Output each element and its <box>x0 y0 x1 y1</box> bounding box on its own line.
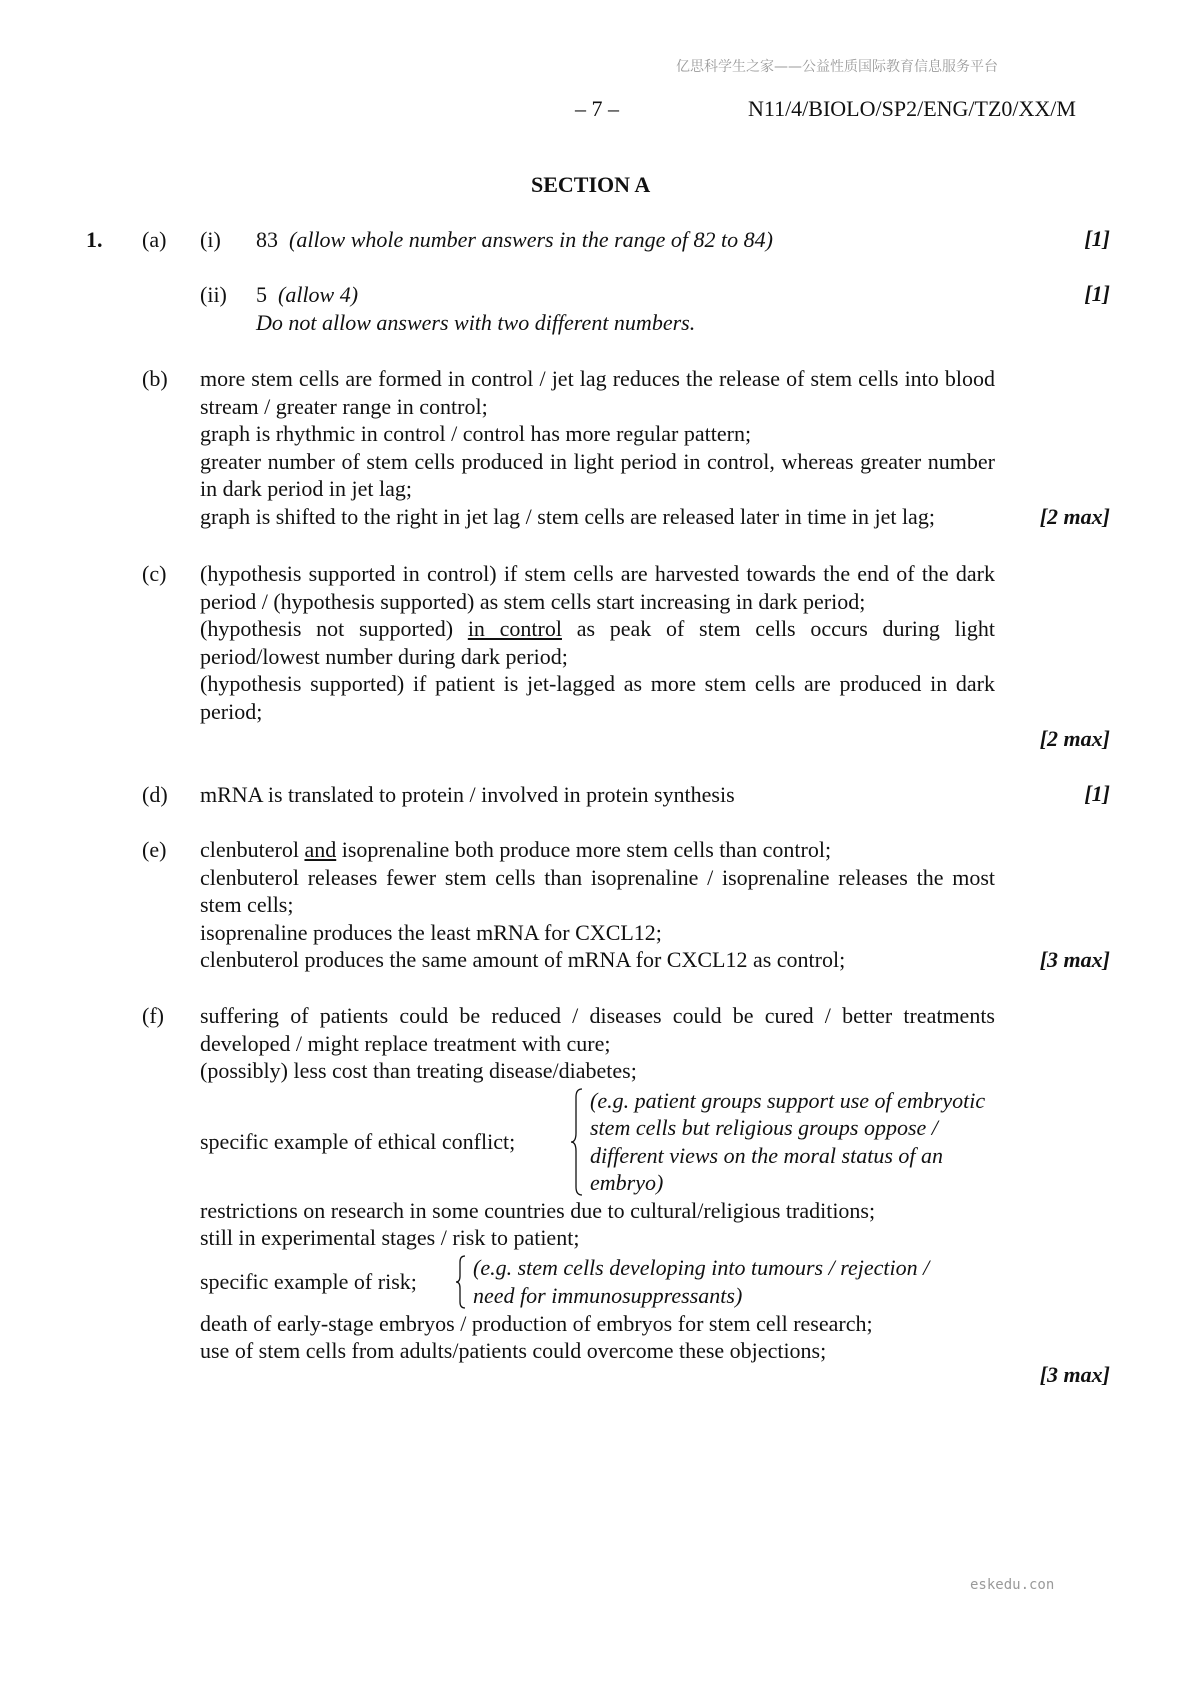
underlined-text: in control <box>467 616 562 641</box>
ethical-conflict-label: specific example of ethical conflict; <box>200 1128 516 1154</box>
ethical-conflict-example: (e.g. patient groups support use of embryotic stem cells but religious groups oppose / different views on the moral status of an embryo) <box>590 1087 986 1195</box>
part-e-label: (e) <box>142 837 167 862</box>
answer-line: (hypothesis supported in control) if stem cells are harvested towards the end of the dark period / (hypothesis supported) as stem cells start increasing in dark period; <box>200 561 995 614</box>
answer-line: clenbuterol releases fewer stem cells than isoprenaline / isoprenaline releases the most stem cells; <box>200 864 995 917</box>
answer-value: 83 <box>256 227 278 252</box>
answer-value: 5 <box>256 282 267 307</box>
part-b-label: (b) <box>142 366 168 391</box>
answer-line: clenbuterol produces the same amount of mRNA for CXCL12 as control; <box>200 947 846 972</box>
answer-line <box>200 615 995 670</box>
question-number: 1. <box>86 227 103 252</box>
answer-line: greater number of stem cells produced in light period in control, whereas greater number in dark period in jet lag; <box>200 448 995 501</box>
part-a-ii-label: (ii) <box>200 282 227 307</box>
part-a-i-answer <box>256 226 773 254</box>
part-d-label: (d) <box>142 782 168 807</box>
answer-line: still in experimental stages / risk to patient; <box>200 1225 580 1250</box>
answer-line: death of early-stage embryos / production of embryos for stem cell research; <box>200 1310 873 1336</box>
part-a-ii-extra: Do not allow answers with two different numbers. <box>256 310 696 335</box>
answer-line: graph is shifted to the right in jet lag / stem cells are released later in time in jet lag; <box>200 503 935 529</box>
part-a-ii-answer <box>256 281 358 309</box>
text-segment: clenbuterol <box>200 837 305 862</box>
risk-row <box>200 1254 995 1310</box>
header-watermark: 亿思科学生之家——公益性质国际教育信息服务平台 <box>676 59 998 75</box>
risk-example: (e.g. stem cells developing into tumours / rejection / need for immunosuppressants) <box>473 1255 930 1308</box>
answer-line: use of stem cells from adults/patients could overcome these objections; <box>200 1338 827 1363</box>
part-d-mark: [1] <box>1084 781 1110 806</box>
part-c-label: (c) <box>142 561 167 586</box>
ethical-conflict-row <box>200 1087 995 1197</box>
paper-code: N11/4/BIOLO/SP2/ENG/TZ0/XX/M <box>748 96 1076 121</box>
text-segment: (hypothesis not supported) <box>200 616 468 641</box>
text-segment: isoprenaline both produce more stem cells than control; <box>336 837 832 862</box>
part-a-i-mark: [1] <box>1084 226 1110 251</box>
answer-note: (allow 4) <box>278 282 359 307</box>
answer-line: (possibly) less cost than treating disease/diabetes; <box>200 1058 637 1083</box>
part-b-mark: [2 max] <box>1039 504 1110 529</box>
answer-line: isoprenaline produces the least mRNA for CXCL12; <box>200 919 662 945</box>
part-e-mark: [3 max] <box>1039 947 1110 972</box>
page-number: – 7 – <box>575 96 619 121</box>
answer-line <box>200 836 995 864</box>
part-c-answer <box>200 560 995 725</box>
part-a-ii-mark: [1] <box>1084 281 1110 306</box>
footer-watermark: eskedu.con <box>970 1577 1055 1593</box>
part-f-label: (f) <box>142 1003 164 1028</box>
text-segment: as peak of stem cells occurs during light period/lowest number during dark period; <box>200 616 995 669</box>
part-e-answer <box>200 836 995 974</box>
answer-line: restrictions on research in some countries due to cultural/religious traditions; <box>200 1197 876 1223</box>
answer-line: suffering of patients could be reduced / diseases could be cured / better treatments developed / might replace treatment with cure; <box>200 1003 995 1056</box>
curly-brace-icon <box>455 1254 467 1310</box>
section-title: SECTION A <box>531 172 651 197</box>
curly-brace-icon <box>570 1087 584 1197</box>
part-a-label: (a) <box>142 227 167 252</box>
answer-line: more stem cells are formed in control / jet lag reduces the release of stem cells into blood stream / greater range in control; <box>200 366 995 419</box>
part-c-mark: [2 max] <box>1039 726 1110 751</box>
part-f-mark: [3 max] <box>1039 1362 1110 1387</box>
underlined-text: and <box>304 837 337 862</box>
part-b-answer <box>200 365 995 530</box>
part-f-answer <box>200 1002 995 1365</box>
answer-line: graph is rhythmic in control / control has more regular pattern; <box>200 421 752 446</box>
part-a-i-label: (i) <box>200 227 221 252</box>
answer-line: (hypothesis supported) if patient is jet-lagged as more stem cells are produced in dark period; <box>200 671 995 724</box>
part-d-answer: mRNA is translated to protein / involved in protein synthesis <box>200 782 735 807</box>
answer-note: (allow whole number answers in the range of 82 to 84) <box>289 227 773 252</box>
risk-label: specific example of risk; <box>200 1268 417 1294</box>
